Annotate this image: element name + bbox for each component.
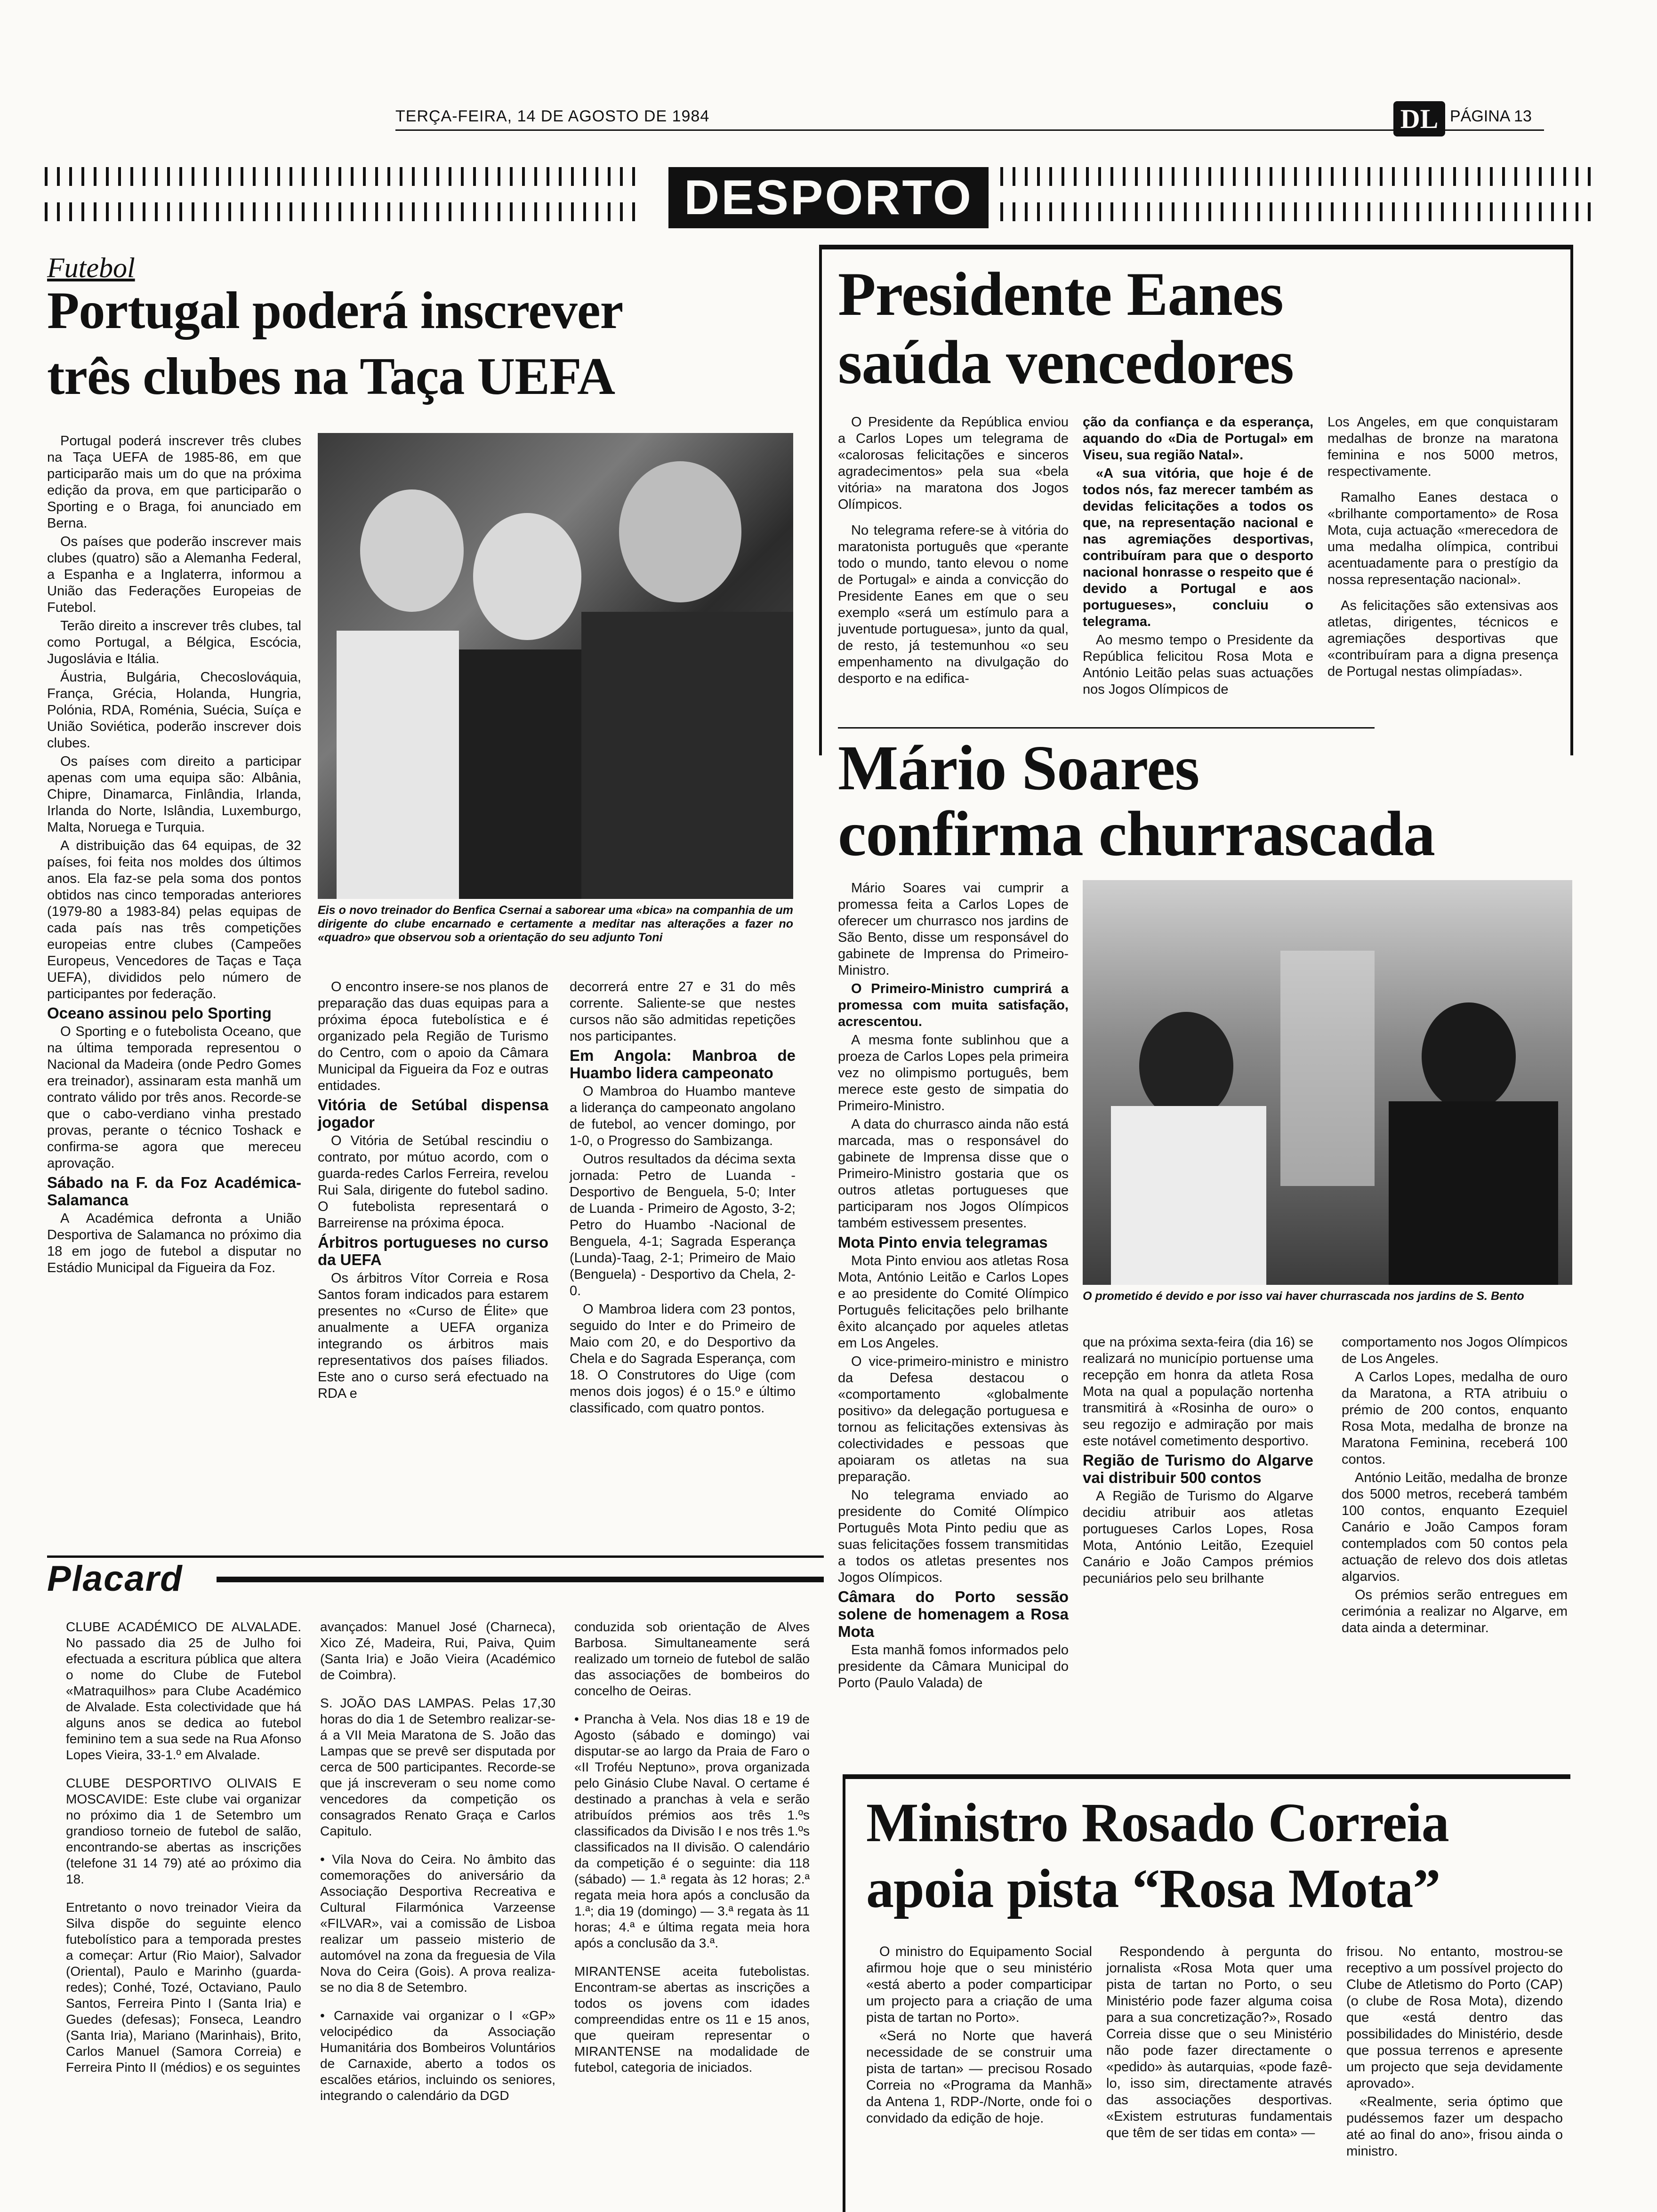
soares-headline-line2: confirma churrascada (838, 799, 1435, 869)
placard-column-1 (66, 1619, 301, 2088)
placard-item: • Carnaxide vai organizar o I «GP» velocipédico da Associação Humanitária dos Bombeiros Voluntários de Carnaxide, aberto a todos os escalões etários, incluindo os seniores, integrando o calendário da DGD (320, 2008, 555, 2103)
eanes-column-1 (838, 414, 1069, 689)
uefa-paragraph: Áustria, Bulgária, Checoslováquia, França, Grécia, Holanda, Hungria, Polónia, RDA, Roménia, Suécia, Suíça e União Soviética, poderão inscrever dois clubes. (47, 670, 301, 751)
placard-item: CLUBE ACADÉMICO DE ALVALADE. No passado dia 25 de Julho foi efectuada a escritura pública que altera o nome do Clube de Futebol «Matraquilhos» para Clube Académico de Alvalade. Esta colectividade que há alguns anos se dedica ao futebol feminino tem a sua sede na Rua Afonso Lopes Vieira, 33-1.º em Alvalade. (66, 1619, 301, 1762)
soares-column-1 (838, 880, 1069, 1693)
eanes-column-2 (1083, 414, 1313, 700)
rosado-paragraph: «Realmente, seria óptimo que pudéssemos fazer um despacho até ao final do ano», frisou ainda o ministro. (1346, 2094, 1563, 2159)
vitoria-paragraph: O Vitória de Setúbal rescindiu o contrato, por mútuo acordo, com o guarda-redes Carlos Ferreira, revelou Rui Sala, dirigente do futebol sadino. O futebolista representará o Barreirense na próxima época. (318, 1133, 548, 1231)
sabado-paragraph: A Académica defronta a União Desportiva de Salamanca no próximo dia 18 em jogo de futebol a disputar no Estádio Municipal da Figueira da Foz. (47, 1211, 301, 1275)
soares-column-2 (1083, 1334, 1313, 1589)
eanes-paragraph: Los Angeles, em que conquistaram medalhas de bronze na maratona feminina e nos 5000 metros, respectivamente. (1327, 415, 1558, 479)
soares-column-3 (1342, 1334, 1568, 1638)
soares-paragraph: comportamento nos Jogos Olímpicos de Los Angeles. (1342, 1335, 1568, 1366)
sao-bento-photo-caption: O prometido é devido e por isso vai haver churrascada nos jardins de S. Bento (1083, 1290, 1524, 1303)
uefa-column-1 (47, 433, 301, 1278)
angola-paragraph: O Mambroa lidera com 23 pontos, seguido do Inter e do Primeiro de Maio com 20, e do Desportivo da Chela e do Sagrada Esperança, com 18. O Construtores do Uige (com menos dois jogos) é o 15.º e último classificado, com quatro pontos. (570, 1302, 796, 1416)
mota-paragraph: No telegrama enviado ao presidente do Comité Olímpico Português Mota Pinto pediu que as suas felicitações fossem transmitidas a todos os atletas presentes nos Jogos Olímpicos. (838, 1488, 1069, 1585)
section-ticks-right (1000, 167, 1603, 228)
camara-subheading: Câmara do Porto sessão solene de homenagem a Rosa Mota (838, 1588, 1069, 1640)
uefa-paragraph: decorrerá entre 27 e 31 do mês corrente. Saliente-se que nestes cursos não são admitidas repetições nos participantes. (570, 979, 796, 1044)
oceano-paragraph: O Sporting e o futebolista Oceano, que na última temporada representou o Nacional da Madeira (onde Pedro Gomes era treinador), assinaram esta manhã um contrato válido por três anos. Recorde-se que o cabo-verdiano vinha prestado provas, perante o técnico Toshack e confirma-se agora que mereceu aprovação. (47, 1024, 301, 1171)
uefa-paragraph: Os países que poderão inscrever mais clubes (quatro) são a Alemanha Federal, a Espanha e a Inglaterra, informou a União das Federações Europeias de Futebol. (47, 534, 301, 615)
uefa-headline-line1: Portugal poderá inscrever (47, 281, 623, 340)
newspaper-logo-icon: DL (1393, 101, 1445, 136)
soares-paragraph: Os prémios serão entregues em cerimónia a realizar no Algarve, em data ainda a determinar. (1342, 1587, 1568, 1635)
soares-paragraph: A data do churrasco ainda não está marcada, mas o responsável do gabinete de Imprensa disse que o Primeiro-Ministro gostaria que os outros atletas portugueses que participaram nos Jogos Olímpicos também estivessem presentes. (838, 1117, 1069, 1231)
placard-item: MIRANTENSE aceita futebolistas. Encontram-se abertas as inscrições a todos os jovens com idades compreendidas entre os 11 e 15 anos, que queiram representar o MIRANTENSE na modalidade de futebol, categoria de iniciados. (574, 1964, 810, 2075)
page-date: TERÇA-FEIRA, 14 DE AGOSTO DE 1984 (395, 107, 710, 125)
rosado-paragraph: O ministro do Equipamento Social afirmou hoje que o seu ministério «está aberto a poder comparticipar um projecto para a criação de uma pista de tartan no Porto». (866, 1944, 1092, 2025)
section-ticks-left (45, 167, 657, 228)
placard-item: avançados: Manuel José (Charneca), Xico Zé, Madeira, Rui, Paiva, Quim (Santa Iria) e João Vieira (Académico de Coimbra). (320, 1619, 555, 1682)
arbitros-subheading: Árbitros portugueses no curso da UEFA (318, 1234, 548, 1268)
mota-paragraph: Mota Pinto enviou aos atletas Rosa Mota, António Leitão e Carlos Lopes e ao presidente do Comité Olímpico Português felicitações pelo brilhante êxito alcançado por aqueles atletas em Los Angeles. (838, 1253, 1069, 1351)
uefa-paragraph: A distribuição das 64 equipas, de 32 países, foi feita nos moldes dos últimos anos. Ela faz-se pela soma dos pontos obtidos nas cinco temporadas anteriores (1979-80 a 1983-84) pelas equipas de cada país nas três competições europeias entre clubes (Campeões Europeus, Vencedores de Taças e Taça UEFA), divididos pelo número de participantes por federação. (47, 838, 301, 1002)
uefa-paragraph: Os países com direito a participar apenas com uma equipa são: Albânia, Chipre, Dinamarca, Finlândia, Irlanda, Irlanda do Norte, Islândia, Luxemburgo, Malta, Noruega e Turquia. (47, 754, 301, 835)
uefa-column-2 (318, 979, 548, 1404)
rosado-paragraph: Respondendo à pergunta do jornalista «Rosa Mota quer uma pista de tartan no Porto, o seu Ministério pode fazer alguma coisa para a sua concretização?», Rosado Correia disse que o seu Ministério não pode fazer directamente o «pedido» às autarquias, «pode fazê-lo, isso sim, directamente através das associações desportivas. «Existem estruturas fundamentais que têm de ser tidas em conta» — (1106, 1944, 1332, 2140)
sabado-subheading: Sábado na F. da Foz Académica-Salamanca (47, 1174, 301, 1209)
soares-paragraph: Mário Soares vai cumprir a promessa feita a Carlos Lopes de oferecer um churrasco nos jardins de São Bento, disse um responsável do gabinete de Imprensa do Primeiro-Ministro. (838, 881, 1069, 978)
turismo-paragraph: A Região de Turismo do Algarve decidiu atribuir aos atletas portugueses Carlos Lopes, Rosa Mota, António Leitão, Ezequiel Canário e João Campos prémios pecuniários pelo seu brilhante (1083, 1489, 1313, 1586)
angola-subheading: Em Angola: Manbroa de Huambo lidera campeonato (570, 1047, 796, 1082)
rosado-headline-line1: Ministro Rosado Correia (866, 1792, 1449, 1853)
rosado-paragraph: frisou. No entanto, mostrou-se receptivo a um possível projecto do Clube de Atletismo do Porto (CAP) (o clube de Rosa Mota), dizendo que «está dentro das possibilidades do Ministério, desde que possua terrenos e apresente um projecto que seja devidamente aprovado». (1346, 1944, 1563, 2091)
rosado-column-2 (1106, 1944, 1332, 2143)
mota-paragraph: O vice-primeiro-ministro e ministro da Defesa destacou o «comportamento «globalmente positivo» da delegação portuguesa e tornou as felicitações extensivas às colectividades e pessoas que apoiaram os atletas na sua preparação. (838, 1354, 1069, 1484)
placard-column-2 (320, 1619, 555, 2116)
rosado-column-3 (1346, 1944, 1563, 2162)
uefa-column-3 (570, 979, 796, 1419)
eanes-paragraph: ção da confiança e da esperança, aquando do «Dia de Portugal» em Viseu, sua região Natal». (1083, 415, 1313, 463)
page-number: PÁGINA 13 (1450, 107, 1532, 125)
placard-item: conduzida sob orientação de Alves Barbosa. Simultaneamente será realizado um torneio de futebol de salão das associações de bombeiros do concelho de Oeiras. (574, 1619, 810, 1698)
angola-paragraph: O Mambroa do Huambo manteve a liderança do campeonato angolano de futebol, ao vencer domingo, por 1-0, o Progresso do Sambizanga. (570, 1084, 796, 1148)
eanes-paragraph: «A sua vitória, que hoje é de todos nós, faz merecer também as devidas felicitações a todos os que, na representação nacional e nas agremiações desportivas, contribuíram para que o desporto nacional honrasse o respeito que é devido a Portugal e aos portugueses», concluiu o telegrama. (1083, 466, 1313, 629)
placard-title: Placard (47, 1559, 183, 1599)
placard-column-3 (574, 1619, 810, 2088)
soares-paragraph: A mesma fonte sublinhou que a proeza de Carlos Lopes pela primeira vez no olimpismo português, bem merece este gesto de simpatia do Primeiro-Ministro. (838, 1033, 1069, 1114)
soares-paragraph: António Leitão, medalha de bronze dos 5000 metros, receberá também 100 contos, enquanto Ezequiel Canário e João Campos foram contemplados com 50 contos pela actuação de relevo dos dois atletas algarvios. (1342, 1470, 1568, 1584)
soares-paragraph: A Carlos Lopes, medalha de ouro da Maratona, a RTA atribuiu o prémio de 200 contos, enquanto Rosa Mota, medalha de bronze na Maratona Feminina, receberá 100 contos. (1342, 1370, 1568, 1467)
eanes-column-3 (1327, 414, 1558, 682)
angola-paragraph: Outros resultados da décima sexta jornada: Petro de Luanda -Desportivo de Benguela, 5-0; Inter de Luanda - Primeiro de Agosto, 3-2; Petro do Huambo -Nacional de Benguela, 4-1; Sagrada Esperança (Lunda)-Taag, 2-1; Primeiro de Maio (Benguela) - Desportivo da Chela, 2-0. (570, 1152, 796, 1298)
rosado-paragraph: «Será no Norte que haverá necessidade de se construir uma pista de tartan» — precisou Rosado Correia no «Programa da Manhã» da Antena 1, RDP-/Norte, onde foi o convidado da edição de hoje. (866, 2028, 1092, 2126)
placard-item: S. JOÃO DAS LAMPAS. Pelas 17,30 horas do dia 1 de Setembro realizar-se-á a VII Meia Maratona de S. João das Lampas que se prevê ser disputada por cerca de 500 participantes. Recorde-se que já inscreveram o seu nome como vencedores da competição os consagrados Renato Graça e Carlos Capitulo. (320, 1696, 555, 1838)
eanes-paragraph: Ramalho Eanes destaca o «brilhante comportamento» de Rosa Mota, cuja actuação «merecedora de uma medalha olímpica, contribui acentuadamente para o prestígio da nossa representação nacional». (1327, 490, 1558, 587)
vitoria-subheading: Vitória de Setúbal dispensa jogador (318, 1096, 548, 1131)
section-title: DESPORTO (668, 167, 989, 228)
uefa-paragraph: O encontro insere-se nos planos de preparação das duas equipas para a próxima época futebolística e é organizado pela Região de Turismo do Centro, com o apoio da Câmara Municipal da Figueira da Foz e outras entidades. (318, 979, 548, 1093)
uefa-kicker: Futebol (47, 252, 135, 283)
benfica-photo (318, 433, 793, 899)
uefa-paragraph: Terão direito a inscrever três clubes, tal como Portugal, a Bélgica, Escócia, Jugoslávia e Itália. (47, 618, 301, 666)
placard-item: Entretanto o novo treinador Vieira da Silva dispõe do seguinte elenco futebolístico para a temporada prestes a começar: Artur (Rio Maior), Salvador (Oriental), Paulo e Marinho (guarda-redes); Conhé, Tozé, Octaviano, Paulo Santos, Ferreira Pinto I (Santa Iria) e Guedes (defesas); Fonseca, Leandro (Santa Iria), Mariano (Marinhais), Brito, Carlos Manuel (Samora Correia) e Ferreira Pinto II (médios) e os seguintes (66, 1900, 301, 2075)
benfica-photo-caption: Eis o novo treinador do Benfica Csernai a saborear uma «bica» na companhia de um dirigente do clube encarnado e certamente a meditar nas alterações a fazer no «quadro» que observou sob a orientação do seu adjunto Toni (318, 904, 793, 944)
rosado-column-1 (866, 1944, 1092, 2129)
uefa-paragraph: Portugal poderá inscrever três clubes na Taça UEFA de 1985-86, em que participarão mais um do que na próxima edição da prova, em que participarão o Sporting e o Braga, foi anunciado em Berna. (47, 433, 301, 531)
camara-paragraph: Esta manhã fomos informados pelo presidente da Câmara Municipal do Porto (Paulo Valada) de (838, 1643, 1069, 1691)
soares-paragraph: que na próxima sexta-feira (dia 16) se realizará no município portuense uma recepção em honra da atleta Rosa Mota na qual a população nortenha transmitirá à «Rosinha de ouro» o seu regozijo e admiração por mais este notável cometimento desportivo. (1083, 1335, 1313, 1449)
placard-item: • Vila Nova do Ceira. No âmbito das comemorações do aniversário da Associação Desportiva Recreativa e Cultural Filarmónica Varzeense «FILVAR», vai a comissão de Lisboa realizar um passeio misterio de automóvel na zona da freguesia de Vila Nova do Ceira (Gois). A prova realiza-se no dia 8 de Setembro. (320, 1852, 555, 1995)
mota-subheading: Mota Pinto envia telegramas (838, 1234, 1048, 1251)
eanes-headline-line1: Presidente Eanes (838, 259, 1283, 329)
turismo-subheading: Região de Turismo do Algarve vai distribuir 500 contos (1083, 1451, 1313, 1486)
oceano-subheading: Oceano assinou pelo Sporting (47, 1004, 272, 1022)
soares-paragraph: O Primeiro-Ministro cumprirá a promessa com muita satisfação, acrescentou. (838, 981, 1069, 1029)
placard-item: • Prancha à Vela. Nos dias 18 e 19 de Agosto (sábado e domingo) vai disputar-se ao largo da Praia de Faro o «II Troféu Neptuno», prova organizada pelo Ginásio Clube Naval. O certame é destinado a pranchas à vela e serão atribuídos prémios aos três 1.ºs classificados da Divisão I e nos três 1.ºs classificados na II divisão. O calendário da competição é o seguinte: dia 118 (sábado) — 1.ª regata às 12 horas; 2.ª regata meia hora após a conclusão da 1.ª; dia 19 (domingo) — 3.ª regata às 11 horas; 4.ª e última regata meia hora após a conclusão da 3.ª. (574, 1712, 810, 1950)
soares-headline-line1: Mário Soares (838, 733, 1199, 803)
eanes-paragraph: O Presidente da República enviou a Carlos Lopes um telegrama de «calorosas felicitações e sinceros agradecimentos» pela sua «bela vitória» na maratona dos Jogos Olímpicos. (838, 415, 1069, 512)
eanes-paragraph: No telegrama refere-se à vitória do maratonista português que «perante todo o mundo, tanto elevou o nome de Portugal» e ainda a convicção do Presidente Eanes em que o seu exemplo «será um estímulo para a juventude portuguesa», junto da qual, de resto, já testemunhou «o seu empenhamento na divulgação do desporto e na edifica- (838, 523, 1069, 686)
sao-bento-photo (1083, 880, 1572, 1285)
eanes-headline-line2: saúda vencedores (838, 328, 1294, 397)
placard-item: CLUBE DESPORTIVO OLIVAIS E MOSCAVIDE: Este clube vai organizar no próximo dia 1 de Setembro um grandioso torneio de futebol de salão, encontrando-se abertas as inscrições (telefone 31 14 79) até ao próximo dia 18. (66, 1776, 301, 1886)
eanes-paragraph: As felicitações são extensivas aos atletas, dirigentes, técnicos e agremiações desportivas que «contribuíram para a digna presença de Portugal nestas olimpíadas». (1327, 598, 1558, 679)
eanes-paragraph: Ao mesmo tempo o Presidente da República felicitou Rosa Mota e António Leitão pelas suas actuações nos Jogos Olímpicos de (1083, 633, 1313, 697)
uefa-headline-line2: três clubes na Taça UEFA (47, 347, 615, 406)
rosado-headline-line2: apoia pista “Rosa Mota” (866, 1858, 1440, 1919)
arbitros-paragraph: Os árbitros Vítor Correia e Rosa Santos foram indicados para estarem presentes no «Curso de Élite» que anualmente a UEFA organiza integrando os árbitros mais representativos dos países filiados. Este ano o curso será efectuado na RDA e (318, 1271, 548, 1401)
